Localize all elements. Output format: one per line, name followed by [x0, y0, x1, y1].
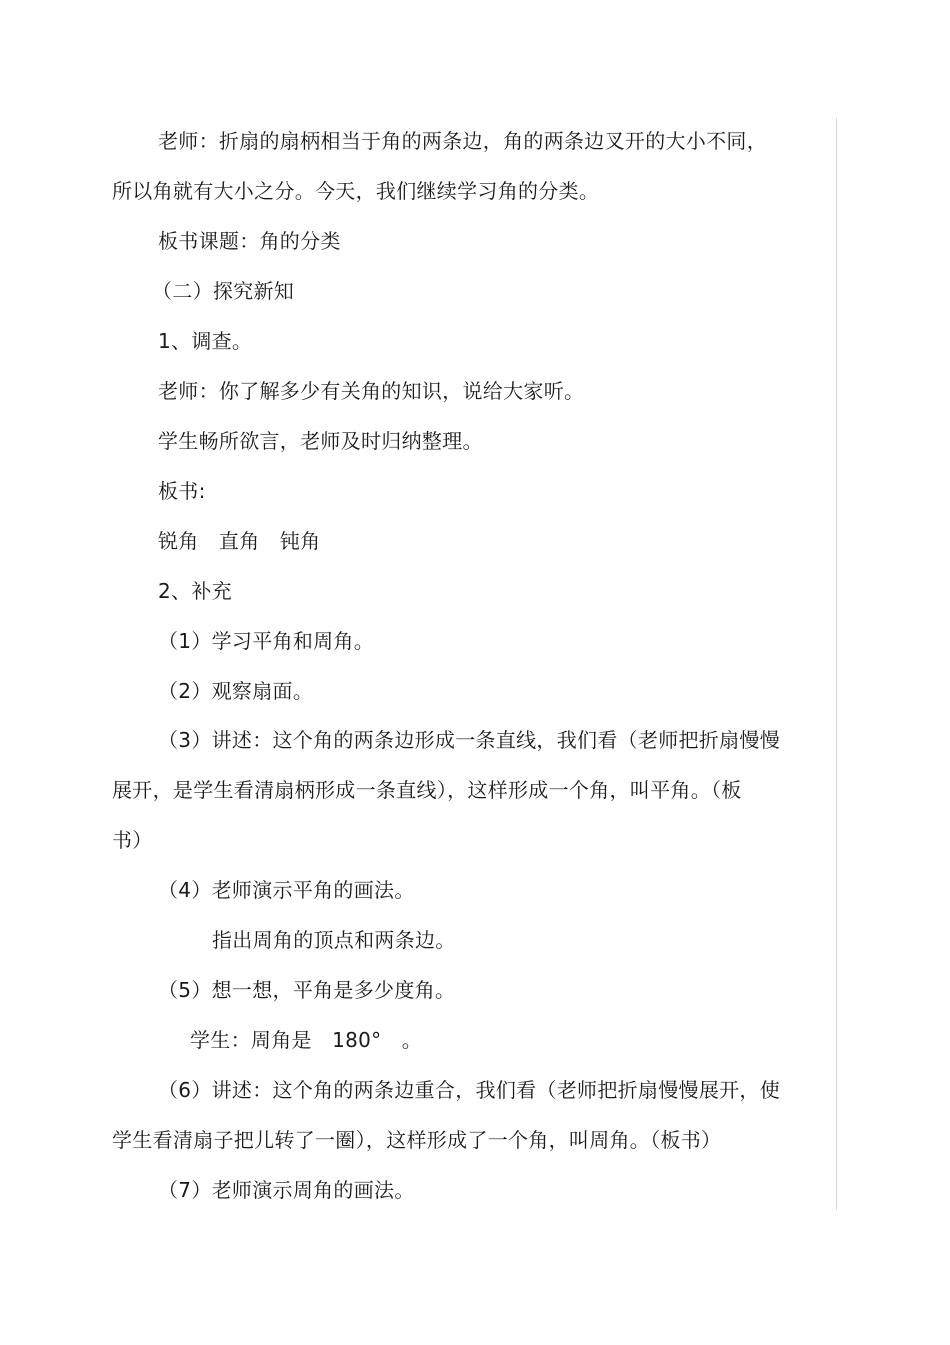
paragraph-line: （4）老师演示平角的画法。: [158, 878, 415, 902]
paragraph-line: 学生：周角是 180° 。: [190, 1028, 423, 1052]
paragraph-line: 学生畅所欲言，老师及时归纳整理。: [158, 429, 483, 453]
paragraph-line: 书）: [112, 828, 153, 852]
section-heading: （二）探究新知: [152, 279, 295, 303]
paragraph-line: 指出周角的顶点和两条边。: [212, 928, 456, 952]
paragraph-line: （2）观察扇面。: [158, 679, 314, 703]
margin-rule: [836, 118, 837, 1210]
paragraph-line: （1）学习平角和周角。: [158, 629, 375, 653]
paragraph-line: 老师：折扇的扇柄相当于角的两条边，角的两条边叉开的大小不同，: [158, 129, 767, 153]
paragraph-line: （5）想一想，平角是多少度角。: [158, 978, 456, 1002]
paragraph-line: 板书:: [158, 479, 206, 503]
paragraph-line: （3）讲述：这个角的两条边形成一条直线，我们看（老师把折扇慢慢: [158, 728, 781, 752]
paragraph-line: （6）讲述：这个角的两条边重合，我们看（老师把折扇慢慢展开，使: [158, 1078, 781, 1102]
paragraph-line: 老师：你了解多少有关角的知识，说给大家听。: [158, 379, 585, 403]
paragraph-line: （7）老师演示周角的画法。: [158, 1178, 415, 1202]
paragraph-line: 板书课题：角的分类: [158, 229, 341, 253]
paragraph-line: 1、调查。: [158, 329, 253, 353]
paragraph-line: 锐角 直角 钝角: [158, 529, 321, 553]
paragraph-line: 学生看清扇子把儿转了一圈），这样形成了一个角，叫周角。（板书）: [112, 1128, 722, 1152]
paragraph-line: 所以角就有大小之分。今天，我们继续学习角的分类。: [112, 179, 600, 203]
paragraph-line: 展开，是学生看清扇柄形成一条直线），这样形成一个角，叫平角。（板: [112, 778, 742, 802]
paragraph-line: 2、补充: [158, 579, 232, 603]
